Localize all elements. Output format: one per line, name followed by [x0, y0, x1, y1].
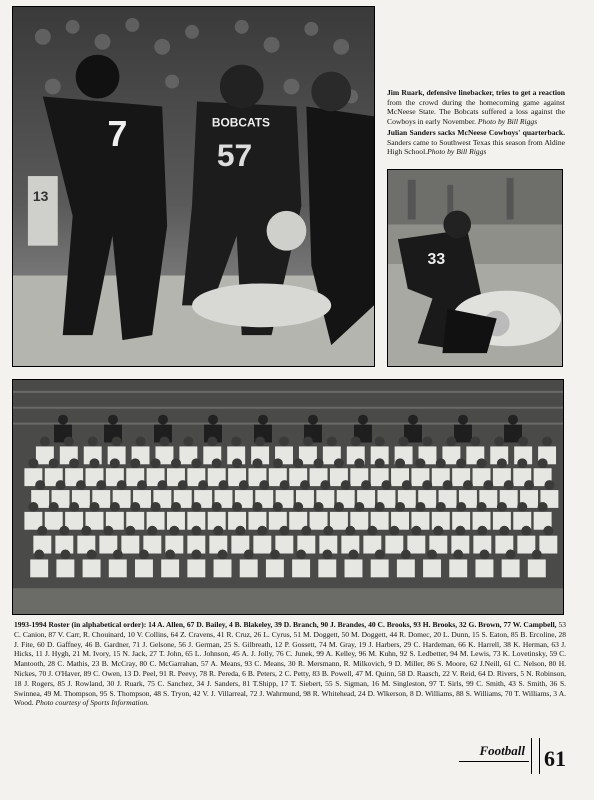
footer-divider	[531, 738, 540, 774]
jersey-name-center: BOBCATS	[211, 115, 270, 130]
caption-sanders-credit: Photo by Bill Riggs	[427, 147, 487, 157]
photo-homecoming-crowd	[12, 6, 375, 367]
caption-sanders	[387, 128, 565, 157]
jersey-number-center: 57	[216, 137, 253, 174]
roster-body: 53 C. Canion, 87 V. Carr, R. Chouinard, 10 V. Collins, 64 Z. Cravens, 41 R. Cruz, 26 L. Cyrus, 51 M. Doggett, 50 M. Doggett, 44 R. Domec, 20 L. Dunn, 15 S. Eaton, 85 B. Ercoline, 28 J. Fite, 60 D. Gaffney, 46 B. Gardner, 71 J. Gelsone, 56 J. German, 25 S. Gilbreath, 12 P. Gossett, 74 M. Gray, 19 J. Harbers, 29 C. Hardeman, 66 K. Harrell, 38 K. Herman, 63 J. Hicks, 11 J. Hygh, 21 M. Ivory, 15 N. Jack, 27 T. John, 65 L. Johnson, 45 A. J. Jolly, 76 C. Junek, 99 A. Kelley, 96 M. Kuhn, 92 S. Ledbetter, 94 M. Lewis, 73 K. Lovetinsky, 59 C. Mantooth, 28 C. Mathis, 23 B. McCray, 80 C. McGarrahan, 57 A. Means, 93 C. Means, 30 R. Mersmann, R. Milkovich, 9 D. Miller, 86 S. Moore, 62 J.Neill, 61 C. Nelson, 80 H. Nickes, 70 J. O'Haver, 89 C. Owen, 13 D. Peel, 91 R. Peevy, 78 R. Pereda, 6 B. Peters, 2 C. Petty, 83 B. Powell, 47 M. Quinn, 58 D. Raasch, 22 V. Reid, 64 D. Rivers, 5 N. Robinson, 18 J. Rogers, 85 J. Rowland, 30 J. Ruark, 75 C. Sanchez, 34 J. Sanders, 81 T.Shipp, 17 T. Siebert, 55 S. Sigman, 16 M. Singleston, 97 T. Sirls, 99 C. Smith, 43 S. Smith, 36 S. Swinnea, 49 M. Thompson, 95 S. Thompson, 48 S. Tryon, 42 V. J. Villarreal, 72 J. Wahrmund, 98 R. Whitehead, 24 D. Wlkerson, 8 D. Williams, 88 S. Williams, 70 T. Williams, 3 A. Wood.	[14, 620, 567, 708]
photo-sanders-sack	[387, 169, 563, 367]
jersey-number-background: 13	[32, 187, 49, 204]
photo-team-roster	[12, 379, 564, 615]
roster-text	[14, 620, 566, 708]
page-footer	[459, 738, 566, 774]
roster-credit: Photo courtesy of Sports Information.	[35, 698, 150, 708]
caption-ruark-credit: Photo by Bill Riggs	[477, 116, 538, 126]
caption-ruark-body: from the crowd during the homecoming game against McNeese State. The Bobcats suffered a loss against the Cowboys in early November.	[387, 97, 565, 126]
caption-ruark	[387, 88, 565, 126]
section-label: Football	[459, 743, 529, 762]
caption-ruark-lead: Jim Ruark, defensive linebacker, tries to get a reaction	[387, 88, 565, 97]
caption-sanders-body: Sanders came to Southwest Texas this season from Aldine High School.	[387, 137, 565, 157]
jersey-number-left: 7	[107, 114, 128, 155]
caption-sanders-lead: Julian Sanders sacks McNeese Cowboys' quarterback.	[387, 128, 565, 137]
jersey-number-sanders: 33	[427, 251, 446, 269]
page-number: 61	[544, 746, 566, 771]
roster-heading: 1993-1994 Roster (in alphabetical order): 14 A. Allen, 67 D. Bailey, 4 B. Blakeley, 39 D. Branch, 90 J. Brandes, 40 C. Brooks, 93 H. Brooks, 32 G. Brown, 77 W. Campbell,	[14, 620, 557, 629]
